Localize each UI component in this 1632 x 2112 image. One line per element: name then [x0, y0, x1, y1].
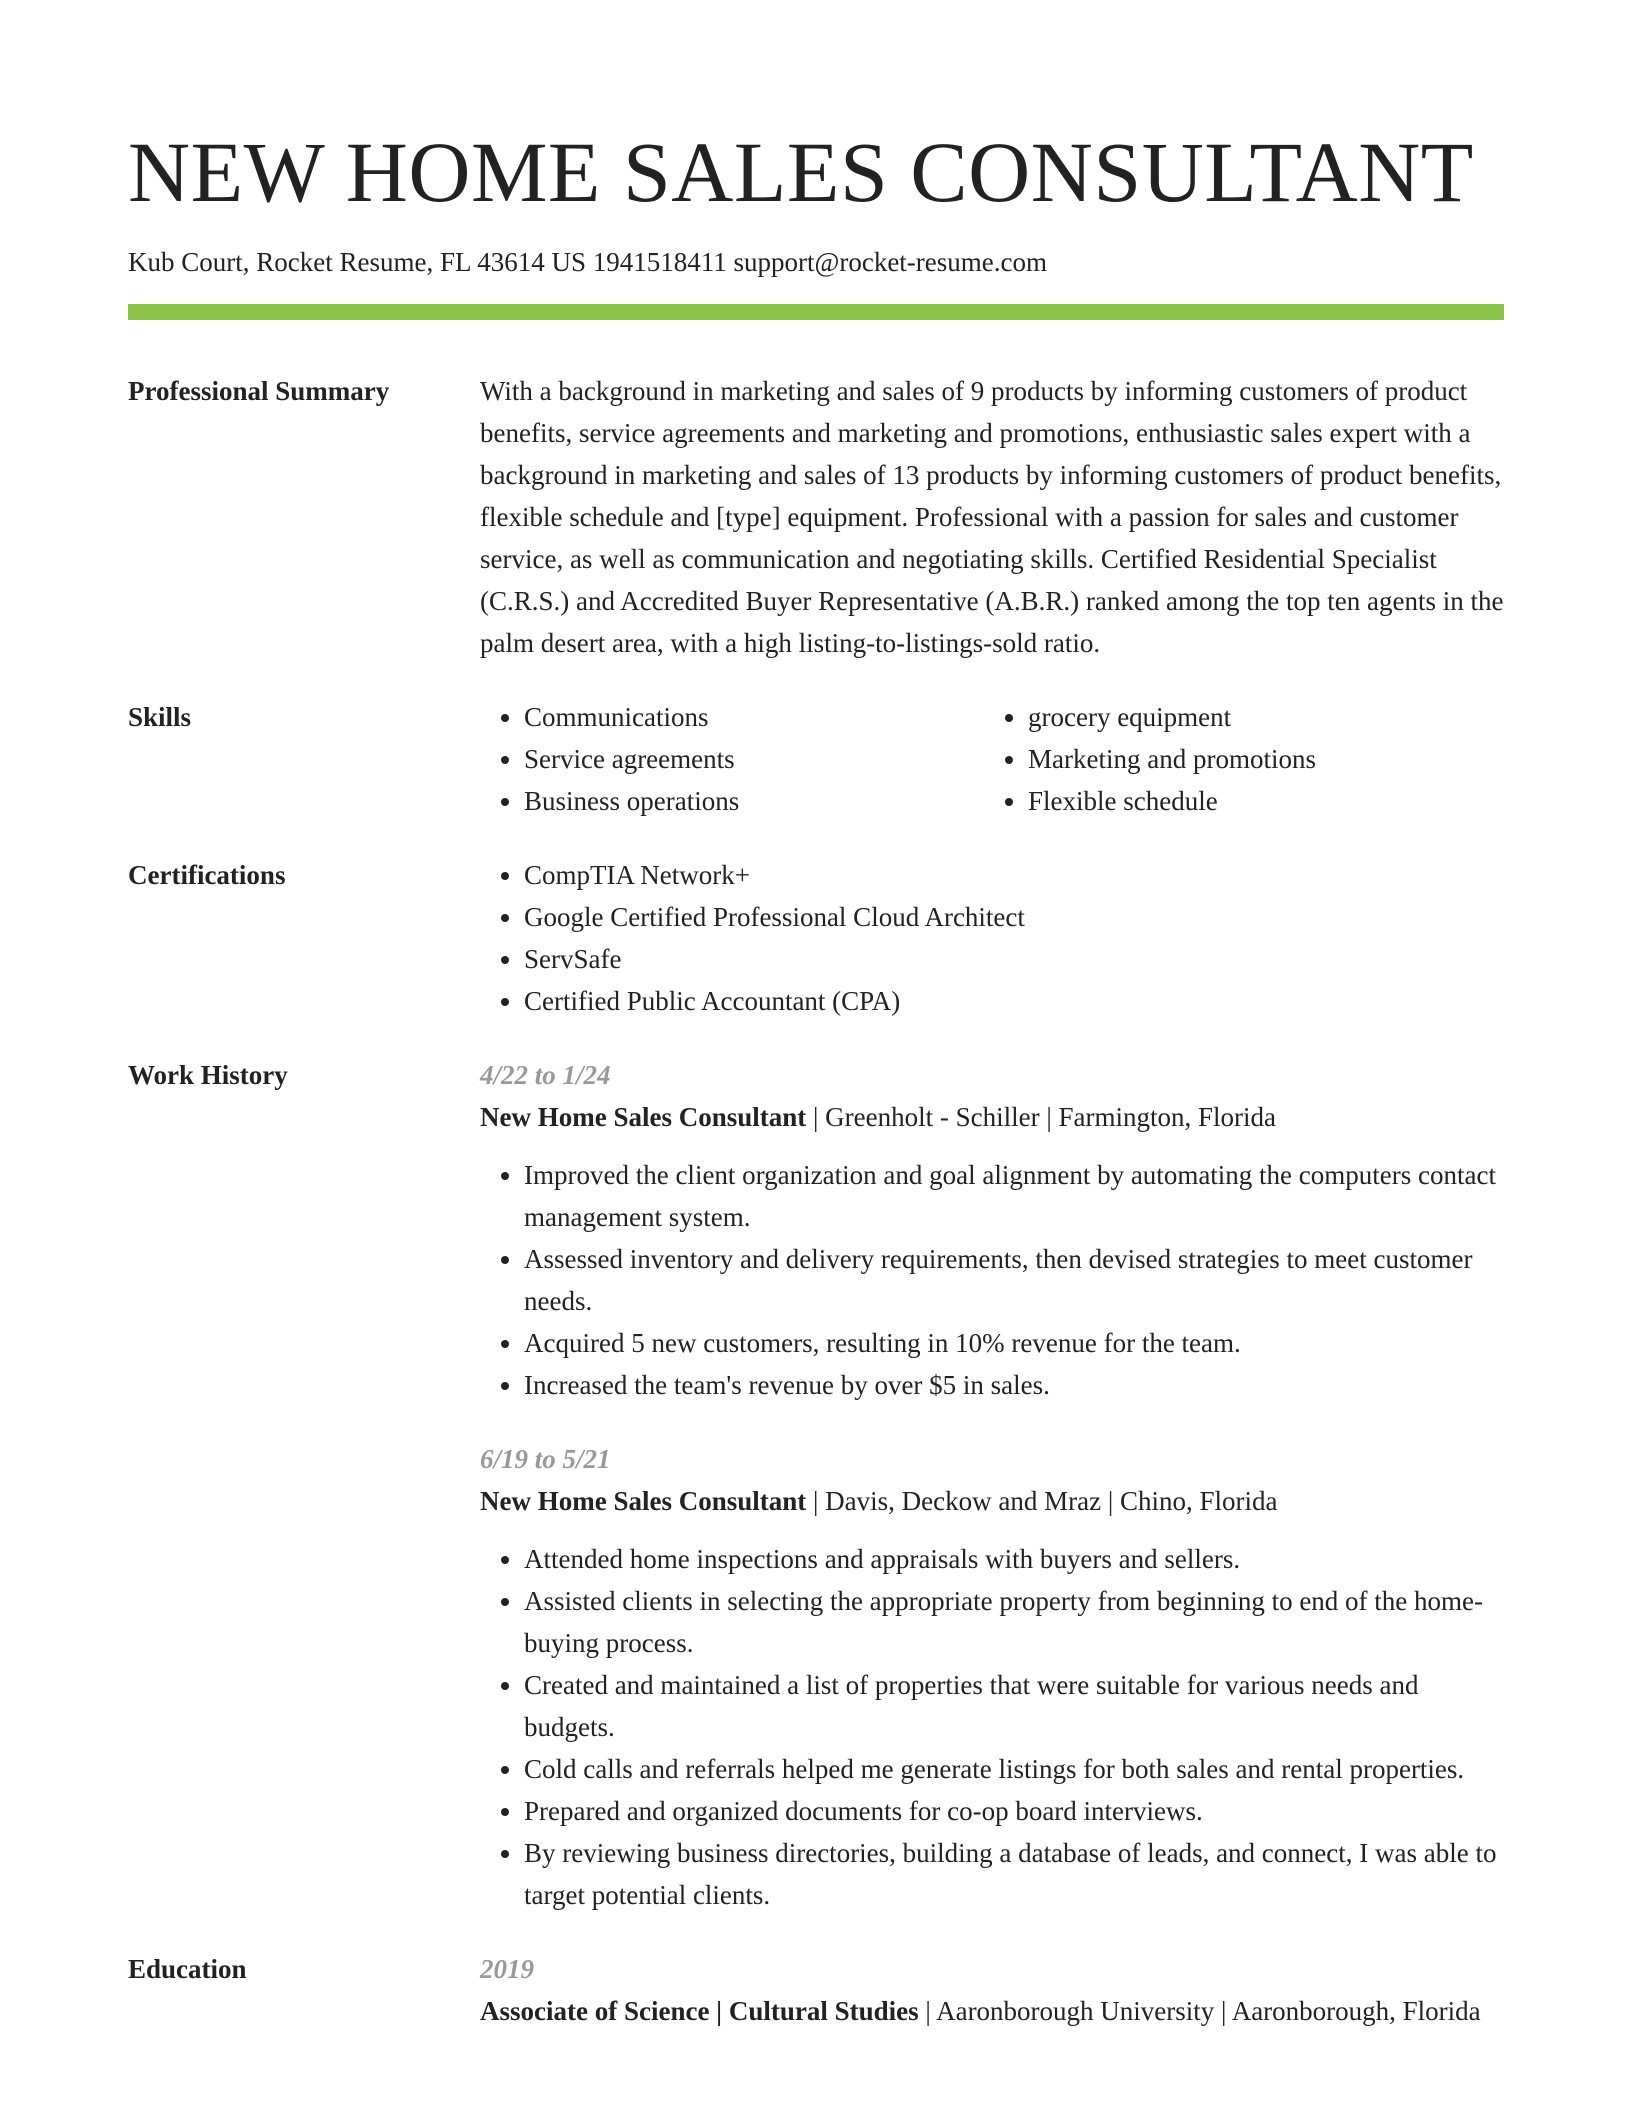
- skill-item: • Business operations: [524, 780, 984, 822]
- certification-item: • CompTIA Network+: [524, 854, 1504, 896]
- certification-item: • ServSafe: [524, 938, 1504, 980]
- contact-info: Kub Court, Rocket Resume, FL 43614 US 1941518411 support@rocket-resume.com: [128, 247, 1048, 277]
- job-bullet: • Attended home inspections and appraisals with buyers and sellers.: [524, 1538, 1504, 1580]
- job-bullet: • Acquired 5 new customers, resulting in 10% revenue for the team.: [524, 1322, 1504, 1364]
- summary-text: With a background in marketing and sales of 9 products by informing customers of product benefits, service agreements and marketing and promotions, enthusiastic sales expert with a background in marketing and sales of 13 products by informing customers of product benefits, flexible schedule and [type] equipment. Professional with a passion for sales and customer service, as well as communication and negotiating skills. Certified Residential Specialist (C.R.S.) and Accredited Buyer Representative (A.B.R.) ranked among the top ten agents in the palm desert area, with a high listing-to-listings-sold ratio.: [480, 376, 1504, 658]
- certification-item: • Google Certified Professional Cloud Architect: [524, 896, 1504, 938]
- section-label-skills: Skills: [128, 702, 192, 732]
- education-degree: Associate of Science | Cultural Studies: [480, 1996, 919, 2026]
- job-details: | Greenholt - Schiller | Farmington, Florida: [806, 1102, 1276, 1132]
- job-entry: [480, 1438, 1504, 1916]
- skill-item: • grocery equipment: [1028, 696, 1488, 738]
- job-bullet: • Assisted clients in selecting the appropriate property from beginning to end of the home-buying process.: [524, 1580, 1504, 1664]
- header-divider: [128, 304, 1504, 320]
- work-history-body: [480, 1054, 1504, 1916]
- certifications-section: [128, 854, 1504, 1022]
- section-label-certifications: Certifications: [128, 860, 286, 890]
- education-year: 2019: [480, 1954, 534, 1984]
- job-bullet: • Assessed inventory and delivery requirements, then devised strategies to meet customer needs.: [524, 1238, 1504, 1322]
- job-bullet: • By reviewing business directories, building a database of leads, and connect, I was able to target potential clients.: [524, 1832, 1504, 1916]
- job-header: [480, 1096, 1504, 1138]
- job-title: New Home Sales Consultant: [480, 1486, 807, 1516]
- resume-name: NEW HOME SALES CONSULTANT: [128, 124, 1474, 220]
- resume-page: [128, 0, 1504, 2032]
- work-history-section: [128, 1054, 1504, 1916]
- education-section: [128, 1948, 1504, 2032]
- skills-grid: [480, 696, 1504, 822]
- skill-item: • Communications: [524, 696, 984, 738]
- job-bullet: • Created and maintained a list of properties that were suitable for various needs and budgets.: [524, 1664, 1504, 1748]
- job-entry: [480, 1054, 1504, 1406]
- job-bullet: • Prepared and organized documents for co-op board interviews.: [524, 1790, 1504, 1832]
- job-dates: 4/22 to 1/24: [480, 1060, 611, 1090]
- job-dates: 6/19 to 5/21: [480, 1444, 611, 1474]
- skill-item: • Marketing and promotions: [1028, 738, 1488, 780]
- job-title: New Home Sales Consultant: [480, 1102, 807, 1132]
- certifications-body: [480, 854, 1504, 1022]
- section-label-education: Education: [128, 1954, 247, 1984]
- education-details: | Aaronborough University | Aaronborough, Florida: [918, 1996, 1481, 2026]
- job-details: | Davis, Deckow and Mraz | Chino, Florida: [806, 1486, 1278, 1516]
- skill-item: • Flexible schedule: [1028, 780, 1488, 822]
- job-bullet: • Increased the team's revenue by over $5 in sales.: [524, 1364, 1504, 1406]
- skills-list-left: [480, 696, 984, 822]
- education-header: [480, 1990, 1504, 2032]
- education-body: [480, 1948, 1504, 2032]
- section-label-work-history: Work History: [128, 1060, 288, 1090]
- job-bullets: [480, 1538, 1504, 1916]
- job-bullet: • Improved the client organization and goal alignment by automating the computers contact management system.: [524, 1154, 1504, 1238]
- certification-item: • Certified Public Accountant (CPA): [524, 980, 1504, 1022]
- skills-section: [128, 696, 1504, 822]
- certifications-list: [480, 854, 1504, 1022]
- summary-section: [128, 370, 1504, 664]
- skill-item: • Service agreements: [524, 738, 984, 780]
- skills-list-right: [984, 696, 1488, 822]
- job-bullet: • Cold calls and referrals helped me generate listings for both sales and rental properties.: [524, 1748, 1504, 1790]
- section-label-summary: Professional Summary: [128, 376, 390, 406]
- job-bullets: [480, 1154, 1504, 1406]
- job-header: [480, 1480, 1504, 1522]
